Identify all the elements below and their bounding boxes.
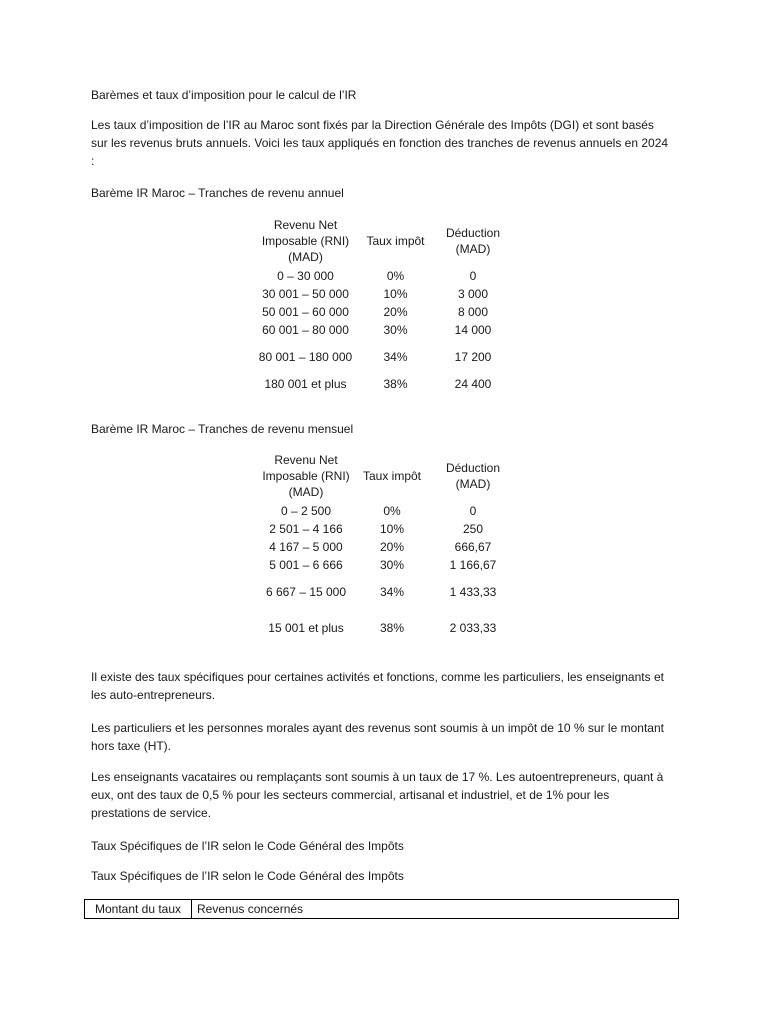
header-revenus: Revenus concernés — [192, 900, 679, 919]
header-montant: Montant du taux — [85, 900, 192, 919]
intro-paragraph: Les taux d’imposition de l’IR au Maroc sont fixés par la Direction Générale des Impôts (DGI) et sont basés sur les revenus bruts annuels. Voici les taux appliqués en fonction des tranches de revenus annuels en 2024 : — [91, 118, 669, 168]
specific-rates-table — [84, 899, 679, 919]
cell-deduction: 666,67 — [454, 540, 492, 554]
cell-taux: 34% — [379, 585, 405, 599]
table-row — [260, 538, 514, 556]
intro-heading: Barèmes et taux d’imposition pour le calcul de l’IR — [91, 88, 357, 102]
cell-deduction: 2 033,33 — [449, 621, 497, 635]
specific-paragraph-2: Les particuliers et les personnes morales ayant des revenus sont soumis à un impôt de 10 % sur le montant hors taxe (HT). — [91, 721, 664, 753]
table-row — [260, 502, 514, 520]
cell-deduction: 0 — [469, 504, 477, 518]
cell-deduction: 24 400 — [454, 377, 492, 391]
cell-taux: 38% — [383, 377, 408, 391]
cell-revenu: 4 167 – 5 000 — [269, 540, 343, 554]
cell-deduction: 3 000 — [457, 287, 489, 301]
header-taux: Taux impôt — [366, 234, 425, 248]
header-revenu: Revenu Net Imposable (RNI) (MAD) — [261, 218, 350, 264]
cell-revenu: 80 001 – 180 000 — [258, 350, 353, 364]
cell-deduction: 1 433,33 — [449, 585, 497, 599]
annual-table-title: Barème IR Maroc – Tranches de revenu annuel — [91, 186, 344, 200]
table-header-row — [253, 215, 513, 267]
table-row — [260, 610, 514, 646]
cell-taux: 10% — [379, 522, 405, 536]
cell-deduction: 0 — [469, 269, 477, 283]
monthly-tax-table — [260, 450, 514, 646]
table-row — [253, 375, 513, 393]
header-revenu: Revenu Net Imposable (RNI) (MAD) — [262, 453, 350, 499]
cell-taux: 34% — [383, 350, 408, 364]
header-taux: Taux impôt — [362, 469, 422, 483]
specific-paragraph-1: Il existe des taux spécifiques pour certaines activités et fonctions, comme les particuliers, les enseignants et les auto-entrepreneurs. — [91, 670, 664, 702]
header-deduction: Déduction (MAD) — [445, 226, 501, 256]
table-row — [253, 321, 513, 339]
table-row — [253, 303, 513, 321]
specific-paragraph-3: Les enseignants vacataires ou remplaçants sont soumis à un taux de 17 %. Les autoentrepreneurs, quant à eux, ont des taux de 0,5 % pour les secteurs commercial, artisanal et industriel, et de 1% pour les prestations de service. — [91, 770, 664, 820]
cell-revenu: 5 001 – 6 666 — [269, 558, 343, 572]
table-header-row — [260, 450, 514, 502]
cell-revenu: 30 001 – 50 000 — [262, 287, 349, 301]
cell-revenu: 0 – 30 000 — [277, 269, 334, 283]
table-header-row — [85, 900, 679, 919]
cell-revenu: 6 667 – 15 000 — [265, 585, 347, 599]
cell-revenu: 0 – 2 500 — [280, 504, 332, 518]
cell-taux: 0% — [383, 504, 401, 518]
cell-revenu: 50 001 – 60 000 — [262, 305, 349, 319]
specific-heading-2: Taux Spécifiques de l’IR selon le Code Général des Impôts — [91, 869, 404, 883]
cell-taux: 20% — [383, 305, 408, 319]
cell-deduction: 250 — [462, 522, 484, 536]
cell-taux: 0% — [386, 269, 405, 283]
table-row — [253, 285, 513, 303]
annual-tax-table — [253, 215, 513, 393]
table-row — [253, 267, 513, 285]
cell-taux: 20% — [379, 540, 405, 554]
cell-taux: 10% — [383, 287, 408, 301]
table-row — [260, 574, 514, 610]
cell-revenu: 15 001 et plus — [268, 621, 344, 635]
cell-deduction: 8 000 — [457, 305, 489, 319]
cell-deduction: 1 166,67 — [449, 558, 497, 572]
cell-taux: 30% — [383, 323, 408, 337]
cell-taux: 30% — [379, 558, 405, 572]
specific-heading-1: Taux Spécifiques de l’IR selon le Code Général des Impôts — [91, 839, 404, 853]
table-row — [260, 556, 514, 574]
cell-deduction: 14 000 — [454, 323, 492, 337]
cell-deduction: 17 200 — [454, 350, 492, 364]
table-row — [260, 520, 514, 538]
header-deduction: Déduction (MAD) — [445, 461, 501, 491]
cell-taux: 38% — [379, 621, 405, 635]
monthly-table-title: Barème IR Maroc – Tranches de revenu mensuel — [91, 422, 354, 436]
table-row — [253, 339, 513, 375]
cell-revenu: 180 001 et plus — [264, 377, 347, 391]
cell-revenu: 2 501 – 4 166 — [269, 522, 343, 536]
cell-revenu: 60 001 – 80 000 — [262, 323, 349, 337]
